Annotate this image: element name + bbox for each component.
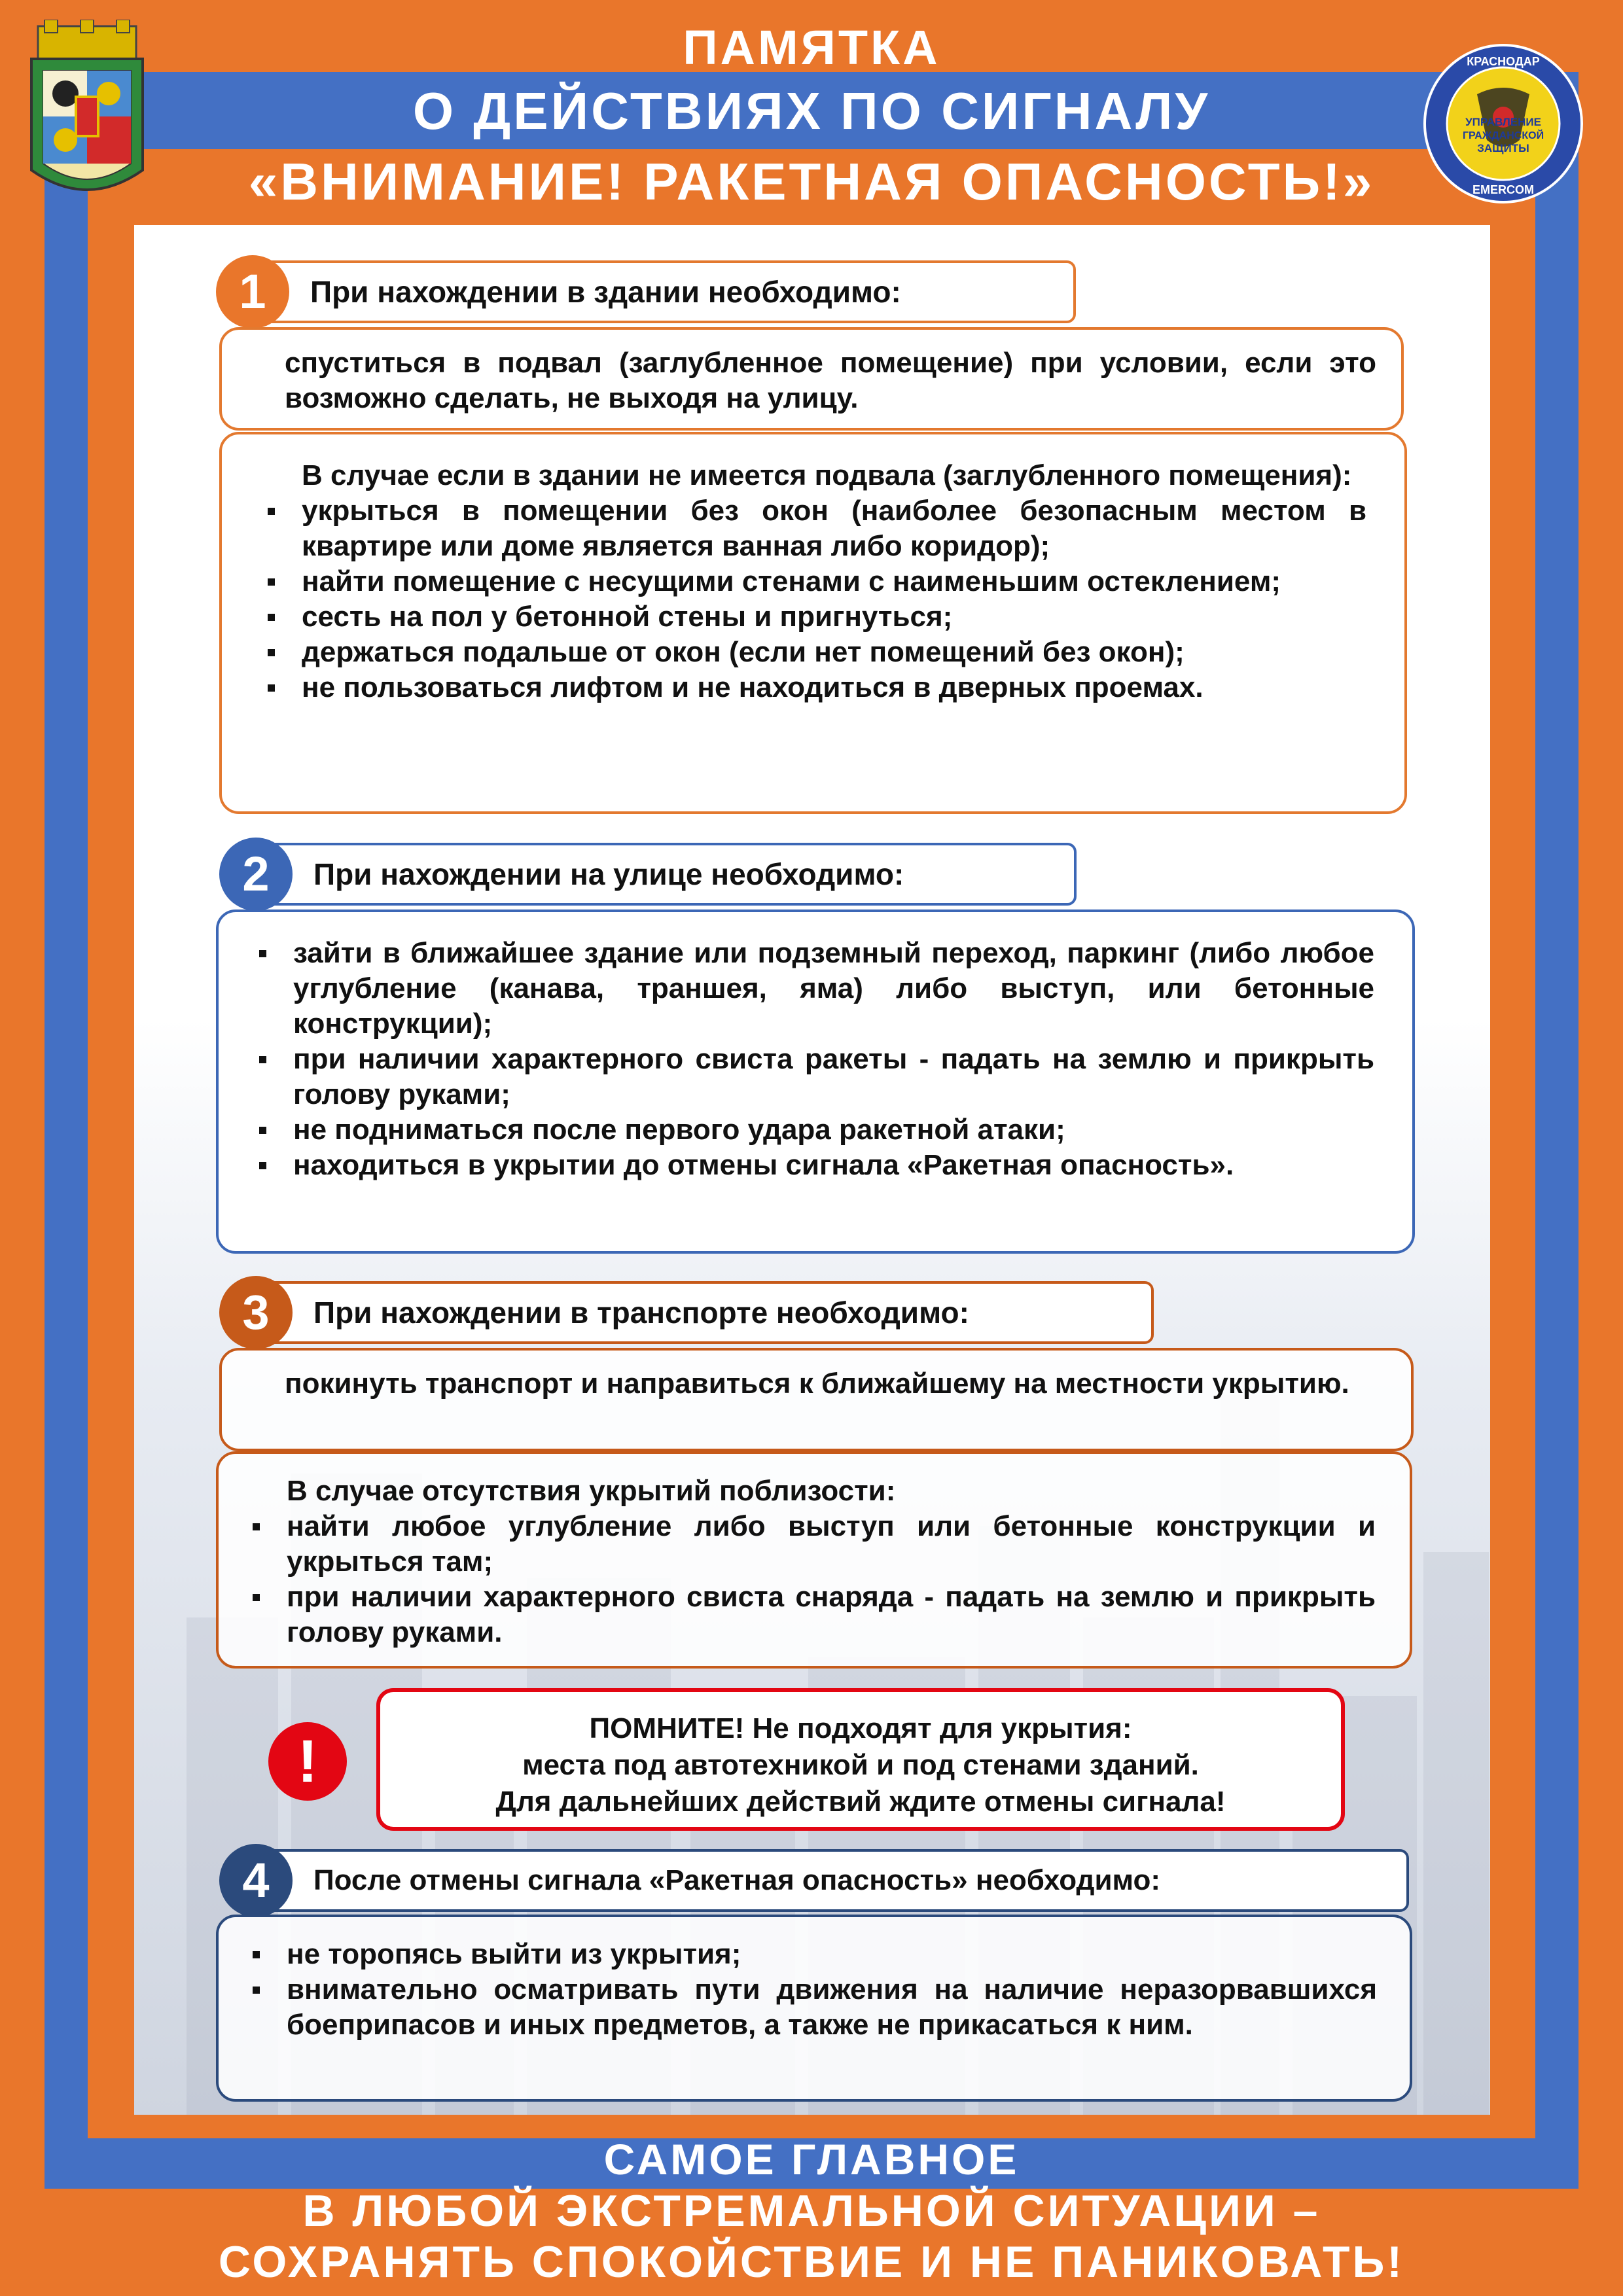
section3-number-badge: 3 — [219, 1276, 293, 1349]
list-item: внимательно осматривать пути движения на наличие неразорвавшихся боеприпасов и иных предметов, а также не прикасаться к ним. — [249, 1972, 1377, 2043]
section4-number-badge: 4 — [219, 1844, 293, 1917]
section3-list — [249, 1509, 1376, 1650]
warning-exclamation-icon: ! — [268, 1722, 347, 1801]
emblem-line1: УПРАВЛЕНИЕ — [1465, 116, 1541, 128]
civil-defense-emblem-icon — [1421, 42, 1585, 205]
footer-line3: СОХРАНЯТЬ СПОКОЙСТВИЕ И НЕ ПАНИКОВАТЬ! — [218, 2237, 1405, 2287]
list-item: найти помещение с несущими стенами с наименьшим остеклением; — [264, 564, 1366, 599]
list-item: находиться в укрытии до отмены сигнала «Ракетная опасность». — [255, 1148, 1374, 1183]
list-item: не торопясь выйти из укрытия; — [249, 1937, 1377, 1972]
remember-line1: ПОМНИТЕ! Не подходят для укрытия: — [589, 1712, 1132, 1744]
remember-line3: Для дальнейших действий ждите отмены сигнала! — [495, 1786, 1226, 1818]
section2-box — [216, 910, 1415, 1254]
section4-box — [216, 1915, 1412, 2102]
header-title-line2: О ДЕЙСТВИЯХ ПО СИГНАЛУ — [412, 82, 1211, 140]
list-item: укрыться в помещении без окон (наиболее безопасным местом в квартире или доме является ванная либо коридор); — [264, 493, 1366, 564]
section2-list — [255, 936, 1374, 1183]
list-item: держаться подальше от окон (если нет помещений без окон); — [264, 635, 1366, 670]
section3-sub-intro: В случае отсутствия укрытий поблизости: — [287, 1475, 896, 1507]
list-item: не подниматься после первого удара ракетной атаки; — [255, 1112, 1374, 1148]
emblem-line2: ГРАЖДАНСКОЙ — [1462, 130, 1544, 141]
remember-line2: места под автотехникой и под стенами зданий. — [522, 1749, 1199, 1781]
section1-sub-box — [219, 432, 1407, 814]
remember-warning-box — [376, 1688, 1345, 1831]
krasnodar-coat-of-arms-icon — [25, 20, 149, 209]
section3-main-text: покинуть транспорт и направиться к ближайшему на местности укрытию. — [285, 1368, 1349, 1400]
list-item: сесть на пол у бетонной стены и пригнуться; — [264, 599, 1366, 635]
emblem-bottom-arc-text: EMERCOM — [1472, 183, 1534, 196]
section4-list — [249, 1937, 1377, 2043]
section2-number-badge: 2 — [219, 838, 293, 911]
list-item: найти любое углубление либо выступ или бетонные конструкции и укрыться там; — [249, 1509, 1376, 1580]
section1-main-box — [219, 327, 1404, 431]
section4-title: После отмены сигнала «Ракетная опасность» необходимо: — [252, 1849, 1409, 1912]
emblem-line3: ЗАЩИТЫ — [1477, 142, 1529, 154]
section1-list — [264, 493, 1366, 705]
header-title-line3: «ВНИМАНИЕ! РАКЕТНАЯ ОПАСНОСТЬ!» — [248, 152, 1375, 211]
list-item: при наличии характерного свиста снаряда - падать на землю и прикрыть голову руками. — [249, 1580, 1376, 1650]
header-title-line1: ПАМЯТКА — [683, 20, 940, 75]
footer-line2: В ЛЮБОЙ ЭКСТРЕМАЛЬНОЙ СИТУАЦИИ – — [302, 2186, 1321, 2236]
list-item: зайти в ближайшее здание или подземный переход, паркинг (либо любое углубление (канава, траншея, яма) либо выступ, или бетонные конструкции); — [255, 936, 1374, 1042]
section2-title: При нахождении на улице необходимо: — [252, 843, 1077, 906]
section3-title: При нахождении в транспорте необходимо: — [252, 1281, 1154, 1344]
section3-main-box — [219, 1348, 1414, 1451]
list-item: не пользоваться лифтом и не находиться в дверных проемах. — [264, 670, 1366, 705]
footer-line1: САМОЕ ГЛАВНОЕ — [603, 2135, 1020, 2183]
emblem-top-arc-text: КРАСНОДАР — [1467, 55, 1540, 68]
list-item: при наличии характерного свиста ракеты - падать на землю и прикрыть голову руками; — [255, 1042, 1374, 1112]
section1-main-text: спуститься в подвал (заглубленное помещение) при условии, если это возможно сделать, не выходя на улицу. — [285, 347, 1376, 414]
section1-number-badge: 1 — [216, 255, 289, 328]
section1-sub-intro: В случае если в здании не имеется подвала (заглубленного помещения): — [302, 459, 1352, 491]
section3-sub-box — [216, 1451, 1412, 1669]
section1-title: При нахождении в здании необходимо: — [249, 260, 1076, 323]
